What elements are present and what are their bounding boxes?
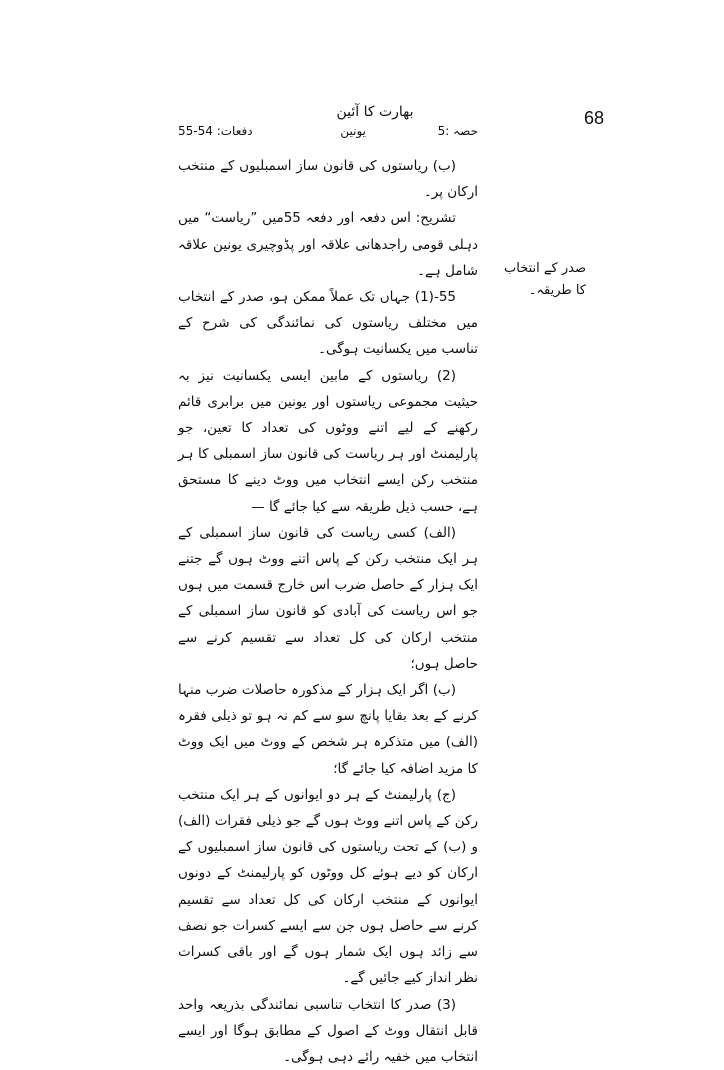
paragraph: (3) صدر کا انتخاب تناسبی نمائندگی بذریعہ واحد قابل انتقال ووٹ کے اصول کے مطابق ہوگا اور ایسے انتخاب میں خفیہ رائے دہی ہوگی۔ <box>178 992 478 1070</box>
paragraph: تشریح: اس دفعہ اور دفعہ 55میں ”ریاست“ میں دہلی قومی راجدھانی علاقہ اور پڈوچیری یونین علاقہ شامل ہے۔ <box>178 205 478 284</box>
running-header-row <box>178 124 478 142</box>
body-text <box>178 153 478 1070</box>
paragraph: (2) ریاستوں کے مابین ایسی یکسانیت نیز بہ حیثیت مجموعی ریاستوں اور یونین میں برابری قائم رکھنے کے لیے اتنے ووٹوں کی تعداد کا تعین، جو پارلیمنٹ اور ہر ریاست کی قانون ساز اسمبلی کا ہر منتخب رکن ایسے انتخاب میں ووٹ دینے کا مستحق ہے، حسب ذیل طریقہ سے کیا جائے گا — <box>178 363 478 520</box>
paragraph: 55-(1) جہاں تک عملاً ممکن ہو، صدر کے انتخاب میں مختلف ریاستوں کی نمائندگی کی شرح کے تناسب میں یکسانیت ہوگی۔ <box>178 284 478 363</box>
paragraph: (ب) ریاستوں کی قانون ساز اسمبلیوں کے منتخب ارکان پر۔ <box>178 153 478 205</box>
running-header-title: بھارت کا آئین <box>300 104 450 120</box>
marginal-note: صدر کے انتخاب کا طریقہ۔ <box>504 258 586 302</box>
paragraph: (ج) پارلیمنٹ کے ہر دو ایوانوں کے ہر ایک منتخب رکن کے پاس اتنے ووٹ ہوں گے جو ذیلی فقرات (الف) و (ب) کے تحت ریاستوں کی قانون ساز اسمبلیوں کے ارکان کو دیے ہوئے کل ووٹوں کو پارلیمنٹ کے دونوں ایوانوں کے منتخب ارکان کی کل تعداد سے تقسیم کرنے سے حاصل ہوں جن سے ایسے کسرات جو نصف سے زائد ہوں ایک شمار ہوں گے اور باقی کسرات نظر انداز کیے جائیں گے۔ <box>178 782 478 992</box>
paragraph: (ب) اگر ایک ہزار کے مذکورہ حاصلات ضرب منہا کرنے کے بعد بقایا پانچ سو سے کم نہ ہو تو ذیلی فقرہ (الف) میں متذکرہ ہر شخص کے ووٹ میں ایک ووٹ کا مزید اضافہ کیا جائے گا؛ <box>178 677 478 782</box>
part-label: حصہ :5 <box>438 124 478 138</box>
page-number: 68 <box>584 108 604 129</box>
sections-label: دفعات: 54-55 <box>178 124 253 138</box>
part-subtitle: یونین <box>340 124 366 138</box>
paragraph: (الف) کسی ریاست کی قانون ساز اسمبلی کے ہر ایک منتخب رکن کے پاس اتنے ووٹ ہوں گے جتنے ایک ہزار کے حاصل ضرب اس خارج قسمت میں ہوں جو اس ریاست کی آبادی کو قانون ساز اسمبلی کے منتخب ارکان کی کل تعداد سے تقسیم کرنے سے حاصل ہوں؛ <box>178 520 478 677</box>
